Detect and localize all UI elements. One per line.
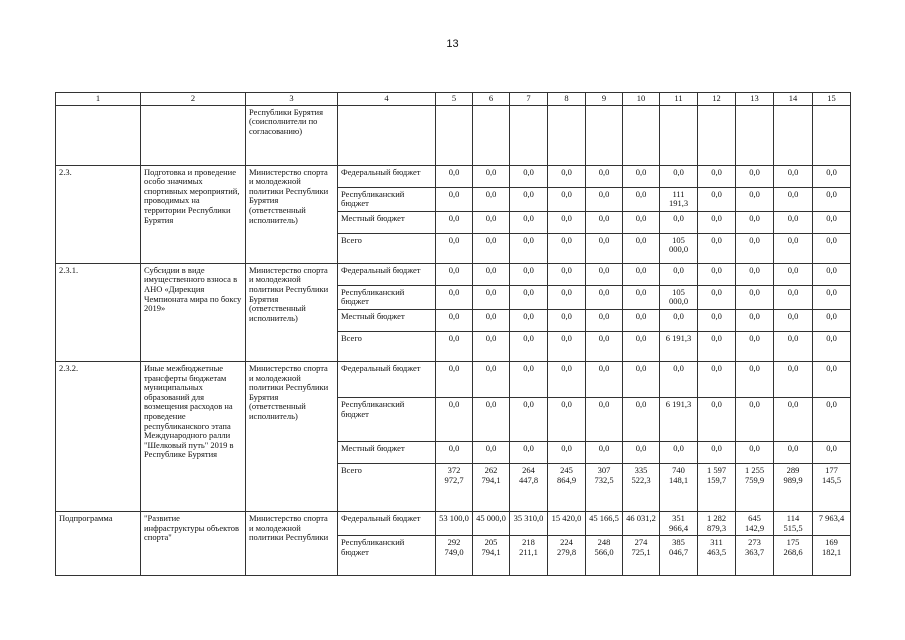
budget-row xyxy=(56,263,851,285)
value-cell: 0,0 xyxy=(736,397,774,441)
executor-cell: Министерство спорта и молодежной политики Республики Бурятия (ответственный исполнитель) xyxy=(246,263,338,361)
value-cell: 105 000,0 xyxy=(660,233,698,263)
funding-source: Республиканский бюджет xyxy=(338,397,436,441)
item-name: "Развитие инфраструктуры объектов спорта" xyxy=(141,511,246,575)
value-cell: 0,0 xyxy=(510,397,548,441)
budget-row xyxy=(56,165,851,187)
value-cell: 0,0 xyxy=(698,441,736,463)
value-cell: 45 000,0 xyxy=(473,511,510,535)
value-cell: 0,0 xyxy=(813,361,851,397)
column-header: 10 xyxy=(623,93,660,106)
column-header: 11 xyxy=(660,93,698,106)
value-cell: 262 794,1 xyxy=(473,463,510,511)
column-header: 7 xyxy=(510,93,548,106)
value-cell: 0,0 xyxy=(698,397,736,441)
value-cell: 0,0 xyxy=(774,309,813,331)
value-cell: 205 794,1 xyxy=(473,536,510,576)
value-cell: 0,0 xyxy=(473,397,510,441)
value-cell: 0,0 xyxy=(586,441,623,463)
value-cell: 1 597 159,7 xyxy=(698,463,736,511)
value-cell: 0,0 xyxy=(623,285,660,309)
value-cell: 0,0 xyxy=(586,331,623,361)
empty-cell xyxy=(774,105,813,165)
value-cell: 248 566,0 xyxy=(586,536,623,576)
value-cell: 0,0 xyxy=(623,211,660,233)
value-cell: 351 966,4 xyxy=(660,511,698,535)
value-cell: 6 191,3 xyxy=(660,397,698,441)
column-header: 2 xyxy=(141,93,246,106)
executor-cell: Министерство спорта и молодежной политики Республики xyxy=(246,511,338,575)
executor-cell: Министерство спорта и молодежной политики Республики Бурятия (ответственный исполнитель) xyxy=(246,165,338,263)
funding-source: Республиканский бюджет xyxy=(338,187,436,211)
funding-source: Республиканский бюджет xyxy=(338,536,436,576)
value-cell: 0,0 xyxy=(774,285,813,309)
value-cell: 0,0 xyxy=(548,187,586,211)
value-cell: 0,0 xyxy=(548,361,586,397)
value-cell: 0,0 xyxy=(473,285,510,309)
page-number: 13 xyxy=(446,38,459,50)
empty-cell xyxy=(698,105,736,165)
value-cell: 311 463,5 xyxy=(698,536,736,576)
funding-source: Всего xyxy=(338,331,436,361)
value-cell: 0,0 xyxy=(774,397,813,441)
value-cell: 105 000,0 xyxy=(660,285,698,309)
value-cell: 0,0 xyxy=(623,361,660,397)
value-cell: 0,0 xyxy=(586,211,623,233)
value-cell: 218 211,1 xyxy=(510,536,548,576)
value-cell: 0,0 xyxy=(436,309,473,331)
empty-cell xyxy=(338,105,436,165)
value-cell: 0,0 xyxy=(623,309,660,331)
value-cell: 0,0 xyxy=(473,263,510,285)
value-cell: 0,0 xyxy=(774,165,813,187)
value-cell: 224 279,8 xyxy=(548,536,586,576)
value-cell: 111 191,3 xyxy=(660,187,698,211)
value-cell: 0,0 xyxy=(548,397,586,441)
item-name: Иные межбюджетные трансферты бюджетам муниципальных образований для возмещения расходов на проведение республиканского этапа Международного ралли "Шелковый путь" 2019 в Республике Бурятия xyxy=(141,361,246,511)
value-cell: 372 972,7 xyxy=(436,463,473,511)
funding-source: Республиканский бюджет xyxy=(338,285,436,309)
empty-cell xyxy=(736,105,774,165)
value-cell: 0,0 xyxy=(436,331,473,361)
value-cell: 0,0 xyxy=(473,165,510,187)
value-cell: 6 191,3 xyxy=(660,331,698,361)
executor-cell: Министерство спорта и молодежной политики Республики Бурятия (ответственный исполнитель) xyxy=(246,361,338,511)
column-header: 12 xyxy=(698,93,736,106)
value-cell: 0,0 xyxy=(586,309,623,331)
value-cell: 35 310,0 xyxy=(510,511,548,535)
value-cell: 0,0 xyxy=(436,187,473,211)
empty-cell xyxy=(510,105,548,165)
value-cell: 0,0 xyxy=(548,263,586,285)
value-cell: 0,0 xyxy=(698,263,736,285)
value-cell: 0,0 xyxy=(774,187,813,211)
value-cell: 0,0 xyxy=(698,361,736,397)
value-cell: 0,0 xyxy=(736,165,774,187)
funding-source: Всего xyxy=(338,463,436,511)
value-cell: 0,0 xyxy=(813,397,851,441)
item-number: 2.3. xyxy=(56,165,141,263)
value-cell: 0,0 xyxy=(736,211,774,233)
column-header: 1 xyxy=(56,93,141,106)
value-cell: 0,0 xyxy=(623,441,660,463)
empty-cell xyxy=(813,105,851,165)
item-name: Подготовка и проведение особо значимых спортивных мероприятий, проводимых на территории Республики Бурятия xyxy=(141,165,246,263)
value-cell: 0,0 xyxy=(586,233,623,263)
empty-cell xyxy=(141,105,246,165)
value-cell: 1 255 759,9 xyxy=(736,463,774,511)
value-cell: 0,0 xyxy=(436,211,473,233)
value-cell: 0,0 xyxy=(436,263,473,285)
value-cell: 0,0 xyxy=(510,187,548,211)
funding-source: Местный бюджет xyxy=(338,309,436,331)
value-cell: 0,0 xyxy=(774,233,813,263)
value-cell: 0,0 xyxy=(736,331,774,361)
value-cell: 15 420,0 xyxy=(548,511,586,535)
value-cell: 385 046,7 xyxy=(660,536,698,576)
value-cell: 0,0 xyxy=(510,165,548,187)
value-cell: 0,0 xyxy=(660,361,698,397)
value-cell: 0,0 xyxy=(548,441,586,463)
value-cell: 0,0 xyxy=(586,165,623,187)
value-cell: 335 522,3 xyxy=(623,463,660,511)
value-cell: 0,0 xyxy=(548,331,586,361)
column-header: 4 xyxy=(338,93,436,106)
empty-cell xyxy=(623,105,660,165)
value-cell: 0,0 xyxy=(586,361,623,397)
continuation-row xyxy=(56,105,851,165)
value-cell: 0,0 xyxy=(510,285,548,309)
budget-row xyxy=(56,361,851,397)
column-header: 8 xyxy=(548,93,586,106)
value-cell: 0,0 xyxy=(736,309,774,331)
value-cell: 0,0 xyxy=(510,441,548,463)
value-cell: 264 447,8 xyxy=(510,463,548,511)
empty-cell xyxy=(548,105,586,165)
value-cell: 0,0 xyxy=(813,165,851,187)
funding-source: Федеральный бюджет xyxy=(338,263,436,285)
value-cell: 0,0 xyxy=(698,187,736,211)
funding-source: Местный бюджет xyxy=(338,211,436,233)
value-cell: 0,0 xyxy=(623,187,660,211)
budget-row xyxy=(56,511,851,535)
empty-cell xyxy=(473,105,510,165)
value-cell: 0,0 xyxy=(623,397,660,441)
executor-cell: Республики Бурятия (соисполнители по согласованию) xyxy=(246,105,338,165)
column-header: 13 xyxy=(736,93,774,106)
funding-source: Федеральный бюджет xyxy=(338,511,436,535)
value-cell: 0,0 xyxy=(548,233,586,263)
value-cell: 0,0 xyxy=(698,233,736,263)
value-cell: 53 100,0 xyxy=(436,511,473,535)
value-cell: 177 145,5 xyxy=(813,463,851,511)
value-cell: 0,0 xyxy=(813,331,851,361)
header-row xyxy=(56,93,851,106)
value-cell: 0,0 xyxy=(548,211,586,233)
value-cell: 0,0 xyxy=(813,441,851,463)
empty-cell xyxy=(56,105,141,165)
budget-table xyxy=(55,92,851,576)
value-cell: 0,0 xyxy=(736,263,774,285)
value-cell: 0,0 xyxy=(660,263,698,285)
column-header: 3 xyxy=(246,93,338,106)
value-cell: 0,0 xyxy=(736,233,774,263)
funding-source: Федеральный бюджет xyxy=(338,165,436,187)
funding-source: Местный бюджет xyxy=(338,441,436,463)
value-cell: 0,0 xyxy=(623,233,660,263)
funding-source: Федеральный бюджет xyxy=(338,361,436,397)
value-cell: 0,0 xyxy=(623,165,660,187)
value-cell: 0,0 xyxy=(473,187,510,211)
value-cell: 273 363,7 xyxy=(736,536,774,576)
value-cell: 0,0 xyxy=(660,309,698,331)
value-cell: 0,0 xyxy=(473,309,510,331)
column-header: 14 xyxy=(774,93,813,106)
value-cell: 0,0 xyxy=(510,309,548,331)
column-header: 15 xyxy=(813,93,851,106)
item-number: 2.3.1. xyxy=(56,263,141,361)
value-cell: 114 515,5 xyxy=(774,511,813,535)
value-cell: 175 268,6 xyxy=(774,536,813,576)
value-cell: 0,0 xyxy=(473,211,510,233)
value-cell: 0,0 xyxy=(813,187,851,211)
column-header: 9 xyxy=(586,93,623,106)
value-cell: 7 963,4 xyxy=(813,511,851,535)
value-cell: 289 989,9 xyxy=(774,463,813,511)
value-cell: 0,0 xyxy=(623,263,660,285)
value-cell: 0,0 xyxy=(436,233,473,263)
value-cell: 645 142,9 xyxy=(736,511,774,535)
value-cell: 245 864,9 xyxy=(548,463,586,511)
value-cell: 0,0 xyxy=(548,285,586,309)
value-cell: 0,0 xyxy=(736,285,774,309)
value-cell: 307 732,5 xyxy=(586,463,623,511)
column-header: 5 xyxy=(436,93,473,106)
item-number: Подпрограмма xyxy=(56,511,141,575)
value-cell: 0,0 xyxy=(473,361,510,397)
value-cell: 0,0 xyxy=(510,211,548,233)
value-cell: 0,0 xyxy=(436,165,473,187)
value-cell: 274 725,1 xyxy=(623,536,660,576)
value-cell: 0,0 xyxy=(586,285,623,309)
value-cell: 0,0 xyxy=(660,441,698,463)
value-cell: 0,0 xyxy=(660,211,698,233)
value-cell: 0,0 xyxy=(436,361,473,397)
value-cell: 45 166,5 xyxy=(586,511,623,535)
value-cell: 0,0 xyxy=(698,211,736,233)
value-cell: 0,0 xyxy=(698,285,736,309)
value-cell: 740 148,1 xyxy=(660,463,698,511)
funding-source: Всего xyxy=(338,233,436,263)
value-cell: 0,0 xyxy=(736,361,774,397)
value-cell: 0,0 xyxy=(473,441,510,463)
value-cell: 0,0 xyxy=(548,165,586,187)
value-cell: 0,0 xyxy=(436,441,473,463)
value-cell: 0,0 xyxy=(510,233,548,263)
value-cell: 0,0 xyxy=(473,331,510,361)
value-cell: 0,0 xyxy=(698,165,736,187)
value-cell: 0,0 xyxy=(586,263,623,285)
empty-cell xyxy=(660,105,698,165)
value-cell: 0,0 xyxy=(510,263,548,285)
value-cell: 0,0 xyxy=(774,361,813,397)
value-cell: 0,0 xyxy=(736,441,774,463)
value-cell: 0,0 xyxy=(473,233,510,263)
value-cell: 46 031,2 xyxy=(623,511,660,535)
value-cell: 0,0 xyxy=(774,441,813,463)
value-cell: 292 749,0 xyxy=(436,536,473,576)
value-cell: 0,0 xyxy=(736,187,774,211)
column-header: 6 xyxy=(473,93,510,106)
item-name: Субсидии в виде имущественного взноса в АНО «Дирекция Чемпионата мира по боксу 2019» xyxy=(141,263,246,361)
value-cell: 0,0 xyxy=(660,165,698,187)
empty-cell xyxy=(436,105,473,165)
value-cell: 0,0 xyxy=(510,361,548,397)
value-cell: 0,0 xyxy=(698,331,736,361)
value-cell: 0,0 xyxy=(813,233,851,263)
value-cell: 0,0 xyxy=(623,331,660,361)
value-cell: 1 282 879,3 xyxy=(698,511,736,535)
value-cell: 0,0 xyxy=(813,285,851,309)
value-cell: 0,0 xyxy=(436,285,473,309)
value-cell: 169 182,1 xyxy=(813,536,851,576)
value-cell: 0,0 xyxy=(774,331,813,361)
value-cell: 0,0 xyxy=(774,263,813,285)
value-cell: 0,0 xyxy=(813,309,851,331)
value-cell: 0,0 xyxy=(774,211,813,233)
item-number: 2.3.2. xyxy=(56,361,141,511)
value-cell: 0,0 xyxy=(813,263,851,285)
value-cell: 0,0 xyxy=(436,397,473,441)
value-cell: 0,0 xyxy=(813,211,851,233)
value-cell: 0,0 xyxy=(548,309,586,331)
empty-cell xyxy=(586,105,623,165)
value-cell: 0,0 xyxy=(698,309,736,331)
value-cell: 0,0 xyxy=(586,397,623,441)
value-cell: 0,0 xyxy=(510,331,548,361)
value-cell: 0,0 xyxy=(586,187,623,211)
